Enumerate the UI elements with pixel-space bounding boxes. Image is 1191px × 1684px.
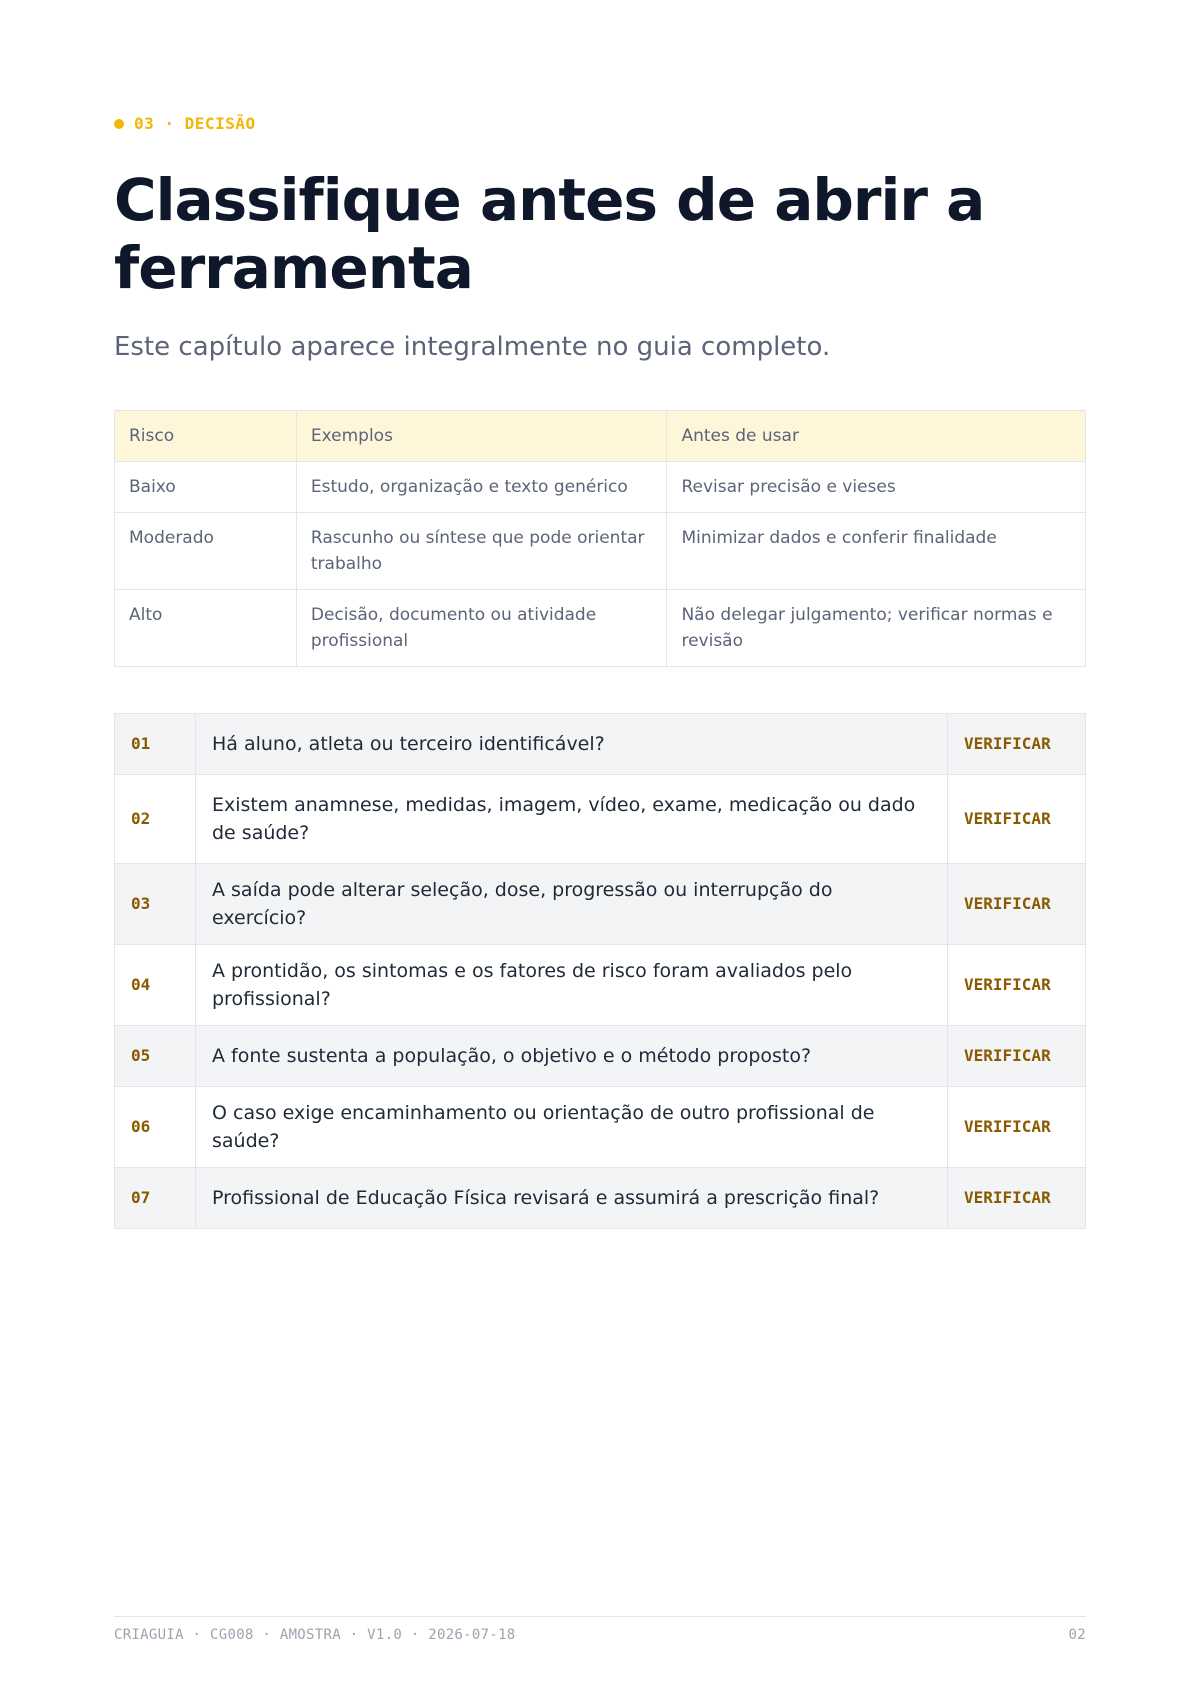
status-badge: VERIFICAR [948,1087,1086,1168]
footer-divider [114,1616,1086,1617]
page-title: Classifique antes de abrir a ferramenta [114,166,985,302]
checklist-number: 01 [115,714,196,775]
status-badge: VERIFICAR [948,945,1086,1026]
risk-header-exemplos: Exemplos [296,411,667,462]
checklist-table [114,713,1086,1229]
checklist-row [115,1026,1086,1087]
risk-row-moderado [115,513,1086,590]
checklist-row [115,1168,1086,1229]
risk-cell: Decisão, documento ou atividade profissional [296,590,667,667]
risk-table-header-row [115,411,1086,462]
risk-header-risco: Risco [115,411,297,462]
footer-document-info: CRIAGUIA · CG008 · AMOSTRA · V1.0 · 2026-07-18 [114,1627,516,1643]
checklist-row [115,1087,1086,1168]
checklist-question: Há aluno, atleta ou terceiro identificável? [196,714,948,775]
status-badge: VERIFICAR [948,714,1086,775]
status-badge: VERIFICAR [948,864,1086,945]
risk-cell: Minimizar dados e conferir finalidade [667,513,1086,590]
page-footer [114,1627,1086,1643]
checklist-row [115,775,1086,864]
checklist-row [115,714,1086,775]
checklist-number: 07 [115,1168,196,1229]
status-badge: VERIFICAR [948,775,1086,864]
section-label: 03 · DECISÃO [134,114,256,133]
risk-cell: Moderado [115,513,297,590]
risk-cell: Revisar precisão e vieses [667,462,1086,513]
checklist-number: 02 [115,775,196,864]
checklist-row [115,945,1086,1026]
risk-table [114,410,1086,667]
checklist-question: O caso exige encaminhamento ou orientação de outro profissional de saúde? [196,1087,948,1168]
checklist-question: Profissional de Educação Física revisará e assumirá a prescrição final? [196,1168,948,1229]
section-eyebrow [114,114,256,133]
risk-cell: Rascunho ou síntese que pode orientar trabalho [296,513,667,590]
checklist-row [115,864,1086,945]
checklist-question: A fonte sustenta a população, o objetivo e o método proposto? [196,1026,948,1087]
checklist-number: 05 [115,1026,196,1087]
bullet-dot-icon [114,119,124,129]
checklist-number: 06 [115,1087,196,1168]
checklist-question: Existem anamnese, medidas, imagem, vídeo, exame, medicação ou dado de saúde? [196,775,948,864]
status-badge: VERIFICAR [948,1026,1086,1087]
risk-cell: Alto [115,590,297,667]
risk-header-antes-de-usar: Antes de usar [667,411,1086,462]
checklist-question: A saída pode alterar seleção, dose, progressão ou interrupção do exercício? [196,864,948,945]
status-badge: VERIFICAR [948,1168,1086,1229]
checklist-question: A prontidão, os sintomas e os fatores de risco foram avaliados pelo profissional? [196,945,948,1026]
checklist-number: 03 [115,864,196,945]
page-subtitle: Este capítulo aparece integralmente no guia completo. [114,332,831,362]
risk-row-alto [115,590,1086,667]
risk-cell: Estudo, organização e texto genérico [296,462,667,513]
risk-cell: Baixo [115,462,297,513]
page-number: 02 [1068,1627,1086,1643]
risk-cell: Não delegar julgamento; verificar normas e revisão [667,590,1086,667]
risk-row-baixo [115,462,1086,513]
checklist-number: 04 [115,945,196,1026]
